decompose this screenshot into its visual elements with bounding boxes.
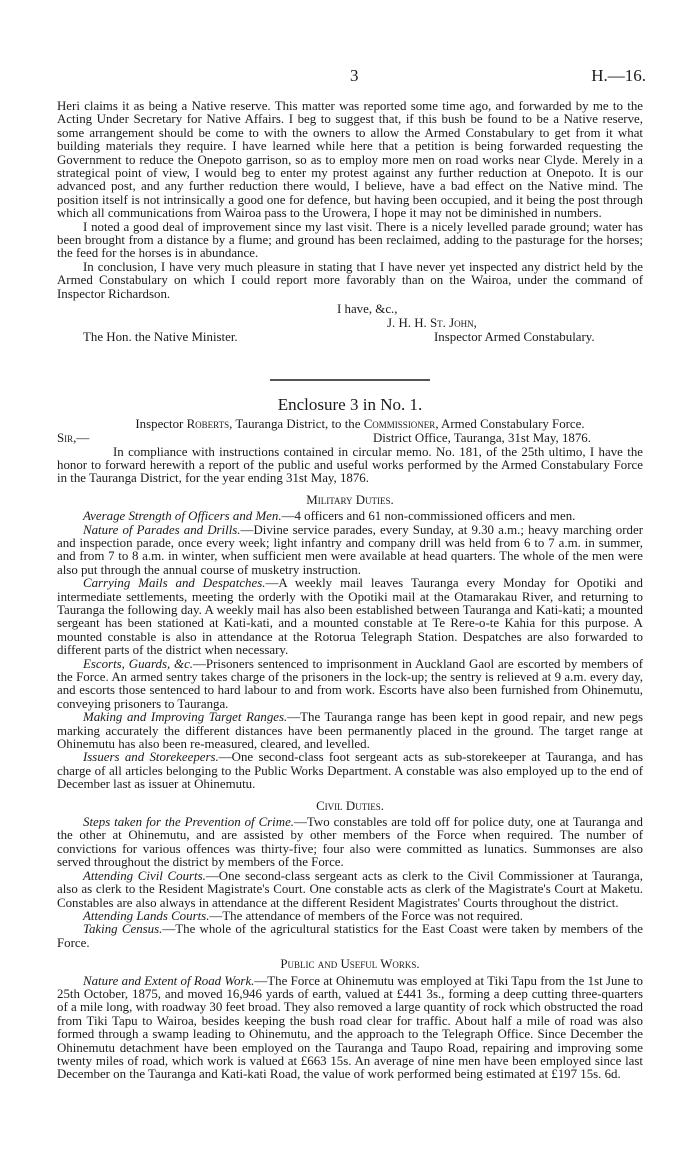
from-line <box>57 418 643 431</box>
paragraph <box>57 975 643 1082</box>
paragraph-lead: Nature and Extent of Road Work. <box>83 973 255 988</box>
enclosure-title: Enclosure 3 in No. 1. <box>277 395 423 415</box>
date-line: District Office, Tauranga, 31st May, 1876. <box>373 430 591 445</box>
signatory: J. H. H. St. John, <box>387 316 477 331</box>
addressee: The Hon. the Native Minister. <box>83 330 238 345</box>
section-heading: Public and Useful Works. <box>280 957 420 972</box>
closing: I have, &c., <box>337 302 398 317</box>
paragraph <box>57 910 643 923</box>
paragraph-text: —Divine service parades, every Sunday, at 9.30 a.m.; heavy marching order and inspection parade, once every week; light infantry and company drill was held from 6 to 7 a.m. in summer, and from 7 to 8 a.m. in winter, when sufficient men were available at head quarters. The whole of the men were also put through the annual course of musketry instruction. <box>57 522 644 577</box>
paragraph-lead: Escorts, Guards, &c. <box>83 656 194 671</box>
from-text: Inspector <box>135 417 187 432</box>
paragraph <box>57 923 643 950</box>
paragraph: I noted a good deal of improvement since my last visit. There is a nicely levelled parade ground; water has been brought from a distance by a flume; and ground has been reclaimed, adding to the pasturage for the horses; the feed for the horses is in abundance. <box>57 219 643 261</box>
signature-block <box>57 301 643 357</box>
sections <box>57 494 643 1082</box>
document-reference: H.—16. <box>591 66 646 85</box>
paragraph-lead: Carrying Mails and Despatches. <box>83 576 266 591</box>
paragraph <box>57 577 643 657</box>
intro-paragraph: In compliance with instructions contained in circular memo. No. 181, of the 25th ultimo, I have the honor to forward herewith a report of the public and useful works performed by the Armed Constabulary Force in the Tauranga District, for the year ending 31st May, 1876. <box>57 444 643 486</box>
paragraph-lead: Issuers and Storekeepers. <box>83 750 219 765</box>
page-header <box>0 66 700 90</box>
section-heading: Civil Duties. <box>316 798 384 813</box>
paragraph: In conclusion, I have very much pleasure in stating that I have never yet inspected any district held by the Armed Constabulary on which I could report more favorably than on the Wairoa, under the command of Inspector Richardson. <box>57 259 643 301</box>
paragraph-lead: Average Strength of Officers and Men. <box>83 509 282 524</box>
paragraph-lead: Taking Census. <box>83 922 163 937</box>
section-heading: Military Duties. <box>306 492 394 507</box>
paragraph-text: —Prisoners sentenced to imprisonment in Auckland Gaol are escorted by members of the Force. An armed sentry takes charge of the prisoners in the lock-up; the sentry is relieved at 9 a.m. every day, and escorts those sentenced to hard labour to and from work. Escorts have also been furnished from Ohinemutu, conveying prisoners to Tauranga. <box>57 656 643 711</box>
paragraph <box>57 870 643 910</box>
paragraph <box>57 711 643 751</box>
paragraph-text: —A weekly mail leaves Tauranga every Monday for Opotiki and intermediate settlements, meeting the orderly with the Opotiki mail at the Otamarakau River, and returning to Tauranga the following day. A weekly mail has also been established between Tauranga and Kati-kati; a mounted sergeant has been stationed at Kati-kati, and a mounted constable at Te Rere-o-te Kahia for this purpose. A mounted constable is also in attendance at the Rotorua Telegraph Station. Despatches are also forwarded to different parts of the district when necessary. <box>57 576 643 658</box>
paragraph-lead: Attending Civil Courts. <box>83 868 206 883</box>
salutation-line <box>57 432 643 446</box>
paragraph-lead: Making and Improving Target Ranges. <box>83 710 288 725</box>
paragraph-text: —The Tauranga range has been kept in good repair, and new pegs marking accurately the different distances have been permanently placed in the ground. The target range at Ohinemutu has also been re-measured, cleared, and levelled. <box>57 710 643 752</box>
divider <box>270 379 430 381</box>
from-text: , Tauranga District, to the <box>229 417 364 432</box>
paragraph: Heri claims it as being a Native reserve. This matter was reported some time ago, and forwarded by me to the Acting Under Secretary for Native Affairs. I beg to suggest that, if this bush be found to be a Native reserve, some arrangement should be come to with the owners to allow the Armed Constabulary to get from it what building materials they require. I have learned while here that a petition is being forwarded requesting the Government to reduce the Onepoto garrison, so as to employ more men on road works near Clyde. Merely in a strategical point of view, I would beg to enter my protest against any further reduction at Onepoto. It is our advanced post, and any further reduction there would, I believe, have a bad effect on the Native mind. The position itself is not intrinsically a good one for defence, but having been occupied, and it being the post through which all communications from Wairoa pass to the Urowera, I hope it may not be diminished in numbers. <box>57 99 643 221</box>
paragraph <box>57 816 643 870</box>
paragraph <box>57 524 643 578</box>
paragraph-text: —One second-class foot sergeant acts as sub-storekeeper at Tauranga, and has charge of all articles belonging to the Public Works Department. A constable was also employed up to the end of December last as issuer at Ohinemutu. <box>57 750 643 792</box>
paragraph-text: —The whole of the agricultural statistics for the East Coast were taken by members of the Force. <box>57 922 643 950</box>
paragraph <box>57 751 643 791</box>
paragraph-text: —4 officers and 61 non-commissioned officers and men. <box>281 509 576 524</box>
paragraph <box>57 658 643 712</box>
paragraph-text: —The attendance of members of the Force was not required. <box>209 908 523 923</box>
salutation: Sir,— <box>57 430 90 445</box>
paragraph-lead: Attending Lands Courts. <box>83 908 210 923</box>
paragraph-text: —One second-class sergeant acts as clerk to the Civil Commissioner at Tauranga, also as clerk to the Resident Magistrate's Court. One constable acts as clerk of the Magistrate's Court at Maketu. Constables are also always in attendance at the different Resident Magistrates' Courts throughout the district. <box>57 868 643 910</box>
from-text: , Armed Constabulary Force. <box>435 417 585 432</box>
sender-name: Roberts <box>186 417 230 432</box>
page-number: 3 <box>350 66 359 85</box>
paragraph <box>57 510 643 523</box>
paragraph-text: —Two constables are told off for police duty, one at Tauranga and the other at Ohinemutu, and are assisted by other members of the Force when required. The number of convictions for various offences was thirty-five; four also were committed as lunatics. Summonses are also served throughout the district by members of the Force. <box>57 815 643 870</box>
paragraph-lead: Steps taken for the Prevention of Crime. <box>83 815 295 830</box>
page-body <box>57 100 643 1082</box>
recipient-name: Commissioner <box>363 417 436 432</box>
paragraph-text: —The Force at Ohinemutu was employed at Tiki Tapu from the 1st June to 25th October, 1875, and moved 16,946 yards of earth, valued at £441 3s., forming a deep cutting three-quarters of a mile long, with roadway 30 feet broad. They also removed a large quantity of rock which obstructed the road from Tiki Tapu to Wairoa, besides keeping the bush road clear for traffic. About half a mile of road was also formed through a swamp leading to Ohinemutu, and the approach to the Telegraph Office. Since December the Ohinemutu detachment have been employed on the Tauranga and Taupo Road, repairing and improving some twenty miles of road, which work is valued at £663 15s. An average of nine men have been employed since last December on the Tauranga and Kati-kati Road, the value of work performed being estimated at £197 15s. 6d. <box>57 973 643 1082</box>
paragraph-lead: Nature of Parades and Drills. <box>83 522 241 537</box>
signatory-title: Inspector Armed Constabulary. <box>434 330 595 345</box>
